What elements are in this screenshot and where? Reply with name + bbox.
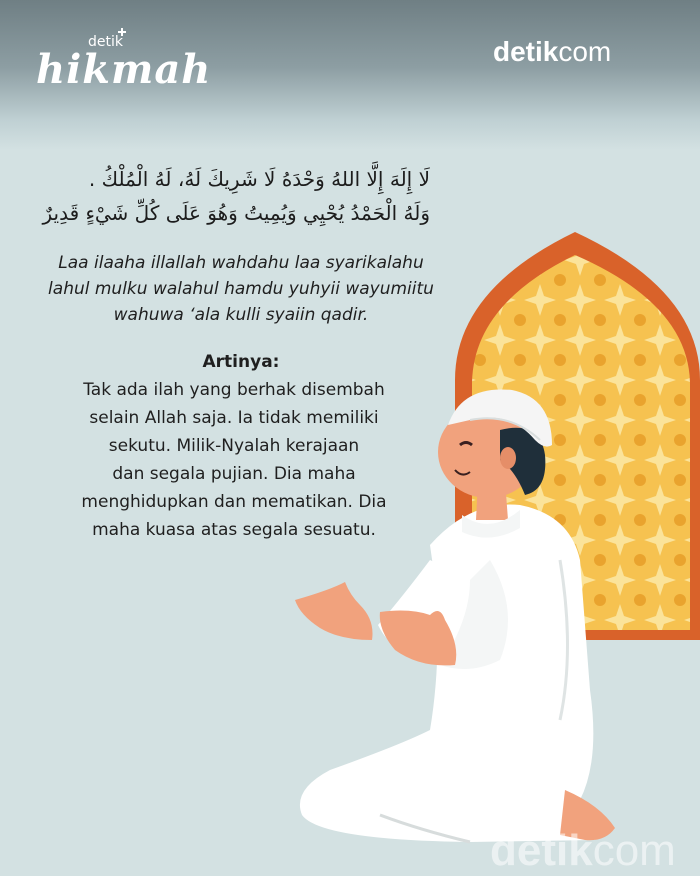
- translation-text: [34, 376, 434, 544]
- logo-small-text: detik: [88, 34, 123, 50]
- translation-line: maha kuasa atas segala sesuatu.: [92, 520, 376, 540]
- logo-com-text: com: [558, 36, 612, 67]
- ear: [500, 447, 516, 469]
- latin-line: Laa ilaaha illallah wahdahu laa syarikalahu: [58, 253, 424, 273]
- arabic-dua: [30, 162, 430, 230]
- translation-line: menghidupkan dan mematikan. Dia: [81, 492, 387, 512]
- watermark-bold: detik: [490, 826, 593, 875]
- left-hand: [295, 582, 373, 640]
- logo-detik-text: detik: [493, 36, 559, 67]
- translation-heading: Artinya:: [202, 352, 280, 372]
- latin-transliteration: [16, 250, 466, 328]
- translation-line: sekutu. Milik-Nyalah kerajaan: [108, 436, 360, 456]
- translation-line: selain Allah saja. Ia tidak memiliki: [89, 408, 379, 428]
- arabic-line: لَا إِلَهَ إِلَّا اللهُ وَحْدَهُ لَا شَرِيكَ لَهُ، لَهُ الْمُلْكُ .: [88, 167, 430, 191]
- robe-body: [300, 505, 595, 843]
- arabic-line: وَلَهُ الْحَمْدُ يُحْيِي وَيُمِيتُ وَهُوَ عَلَى كُلِّ شَيْءٍ قَدِيرٌ: [42, 201, 430, 225]
- detikcom-watermark: [490, 826, 676, 876]
- translation-line: dan segala pujian. Dia maha: [112, 464, 356, 484]
- watermark-light: com: [592, 826, 676, 875]
- logo-big-text: hikmah: [36, 46, 212, 93]
- latin-line: wahuwa ‘ala kulli syaiin qadir.: [113, 305, 369, 325]
- translation-line: Tak ada ilah yang berhak disembah: [83, 380, 385, 400]
- latin-line: lahul mulku walahul hamdu yuhyii wayumiitu: [48, 279, 434, 299]
